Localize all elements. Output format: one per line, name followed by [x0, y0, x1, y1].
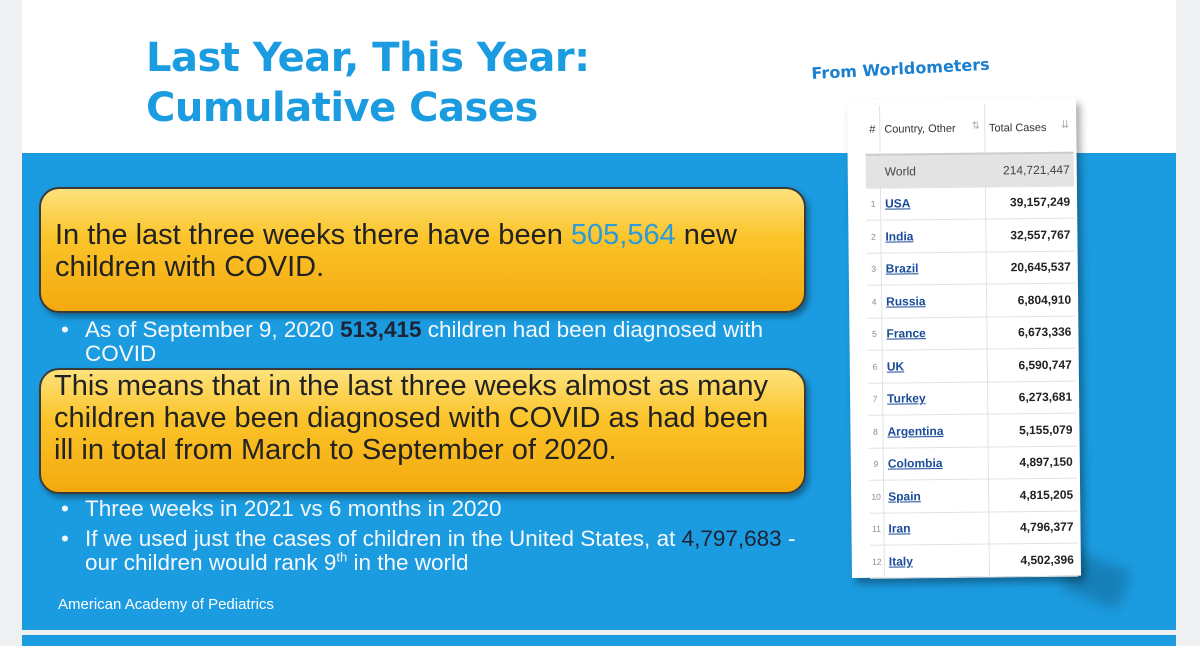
- table-row: [868, 348, 1076, 383]
- rank-cell: 10: [869, 480, 884, 513]
- country-link[interactable]: Brazil: [885, 261, 919, 276]
- country-cell: [883, 447, 988, 481]
- bullet-symbol: •: [61, 526, 69, 551]
- table-row: [868, 413, 1076, 448]
- country-link[interactable]: Iran: [888, 521, 911, 536]
- table-row: [867, 283, 1075, 318]
- callout-comparison-text: This means that in the last three weeks almost as many children have been diagnosed with COVID as had been ill in total from March to September of 2020.: [54, 370, 769, 466]
- rank-cell: 1: [866, 188, 881, 221]
- cases-cell: 6,673,336: [986, 316, 1075, 349]
- sort-icon[interactable]: ⇅: [971, 120, 981, 132]
- bullet1-text-before: As of September 9, 2020: [85, 317, 341, 342]
- rank-cell: 4: [867, 285, 882, 318]
- rank-cell: 2: [866, 220, 881, 253]
- header-cases[interactable]: [984, 104, 1073, 154]
- cases-cell: 4,897,150: [988, 446, 1077, 479]
- rank-cell: 6: [868, 350, 883, 383]
- rank-cell: 3: [867, 253, 882, 286]
- country-link[interactable]: Turkey: [887, 391, 926, 406]
- cases-table: [865, 104, 1078, 579]
- country-link[interactable]: Colombia: [887, 456, 943, 471]
- country-link[interactable]: Italy: [888, 554, 913, 569]
- country-cell: [884, 544, 989, 578]
- bullet1-text-after: children had been diagnosed with COVID: [85, 317, 764, 366]
- rank-cell: 5: [867, 318, 882, 351]
- bullet-symbol: •: [61, 317, 69, 342]
- bullet3-text-mid: - our children would rank 9: [85, 526, 796, 575]
- title-line-1: Last Year, This Year:: [146, 35, 590, 81]
- table-row: [867, 316, 1075, 351]
- callout1-highlight-number: 505,564: [570, 219, 676, 251]
- bullet-us-rank: [61, 526, 805, 575]
- rank-cell: 12: [870, 545, 885, 578]
- country-cell: [880, 187, 985, 221]
- rank-cell: 11: [869, 513, 884, 546]
- bullet-symbol: •: [61, 496, 69, 521]
- bullet3-superscript: th: [336, 549, 348, 565]
- country-cell: [882, 317, 987, 351]
- country-cell: [884, 512, 989, 546]
- callout-new-cases-text: [55, 219, 775, 283]
- slide-title: [146, 33, 666, 133]
- table-row: [869, 446, 1077, 481]
- header-country[interactable]: [880, 105, 985, 155]
- cases-cell: 4,815,205: [988, 478, 1077, 511]
- country-cell: [882, 349, 987, 383]
- cases-cell: 6,804,910: [986, 283, 1075, 316]
- country-link[interactable]: Russia: [886, 293, 926, 309]
- cases-cell: 6,273,681: [987, 381, 1076, 414]
- country-cell: [881, 284, 986, 318]
- country-link[interactable]: Spain: [888, 488, 921, 504]
- table-row: [869, 511, 1077, 546]
- cases-cell: 6,590,747: [987, 348, 1076, 381]
- header-rank[interactable]: #: [865, 106, 880, 155]
- bullet3-text-after: in the world: [347, 550, 469, 575]
- rank-cell: 9: [869, 448, 884, 481]
- bullet1-highlight-number: 513,415: [340, 317, 422, 342]
- cases-cell: 4,796,377: [989, 511, 1078, 544]
- country-link[interactable]: India: [885, 229, 914, 244]
- country-link[interactable]: USA: [885, 196, 911, 211]
- table-row: [866, 218, 1074, 253]
- table-row-world: [866, 153, 1074, 188]
- cases-cell: 32,557,767: [985, 218, 1074, 251]
- country-cell: [883, 479, 988, 513]
- rank-cell: 7: [868, 383, 883, 416]
- rank-cell: 8: [868, 415, 883, 448]
- cases-cell: 5,155,079: [987, 413, 1076, 446]
- next-slide-edge: [22, 635, 1176, 646]
- header-country-label: Country, Other: [884, 122, 956, 136]
- country-link[interactable]: UK: [886, 359, 905, 374]
- bullet3-text-before: If we used just the cases of children in the United States, at: [85, 526, 682, 551]
- bullet-three-weeks: [61, 496, 805, 521]
- bullet2-text: Three weeks in 2021 vs 6 months in 2020: [85, 496, 502, 521]
- callout1-text-before: In the last three weeks there have been: [55, 219, 571, 251]
- title-line-2: Cumulative Cases: [146, 85, 538, 131]
- country-cell: [881, 252, 986, 286]
- country-cell: [881, 219, 986, 253]
- footer-attribution: American Academy of Pediatrics: [58, 596, 274, 613]
- country-cell: [882, 382, 987, 416]
- cases-cell: 20,645,537: [986, 251, 1075, 284]
- header-cases-label: Total Cases: [988, 121, 1047, 135]
- country-link[interactable]: France: [886, 326, 926, 341]
- cases-cell: 4,502,396: [989, 543, 1078, 576]
- callout1-text-after: new children with COVID.: [55, 219, 737, 283]
- table-row: [867, 251, 1075, 286]
- table-header-row: [865, 104, 1074, 155]
- table-row: [868, 381, 1076, 416]
- table-row: [870, 543, 1078, 578]
- table-row: [869, 478, 1077, 513]
- bullet3-highlight-number: 4,797,683: [681, 526, 782, 551]
- country-link[interactable]: Argentina: [887, 423, 944, 439]
- cases-cell: 214,721,447: [985, 153, 1074, 187]
- country-cell: World: [880, 154, 985, 188]
- country-cell: [883, 414, 988, 448]
- sort-desc-icon[interactable]: ⇊: [1060, 119, 1070, 131]
- bullet-2020-cases: [61, 317, 805, 366]
- worldometers-table-card: [847, 98, 1081, 578]
- rank-cell: [866, 155, 881, 188]
- source-label: From Worldometers: [811, 54, 991, 83]
- table-row: [866, 186, 1074, 221]
- cases-cell: 39,157,249: [985, 186, 1074, 219]
